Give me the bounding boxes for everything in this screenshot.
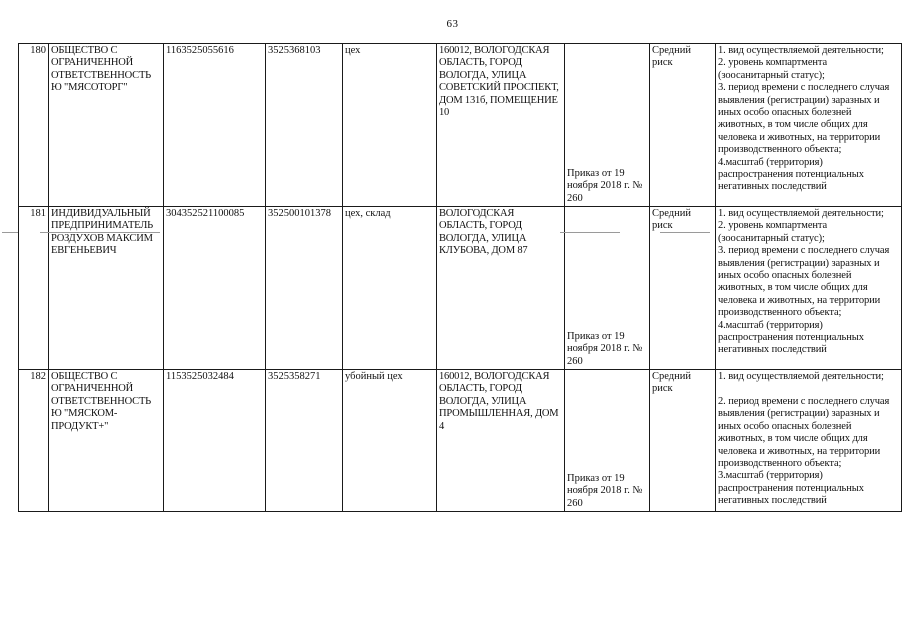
scan-artifact [660,232,710,233]
criteria-cell [716,44,902,207]
organization-name: ОБЩЕСТВО С ОГРАНИЧЕННОЙ ОТВЕТСТВЕННОСТЬ Ю "МЯСКОМ-ПРОДУКТ+" [49,370,164,512]
scan-artifact [40,232,160,233]
criteria-line: выявления (регистрации) заразных и [718,408,880,420]
order-cell [565,44,650,207]
order-text: Приказ от 19 ноября 2018 г. № 260 [567,330,643,367]
row-number: 180 [19,44,49,207]
inn-cell: 352500101378 [266,207,343,370]
criteria-line: производственного объекта; [718,457,842,469]
address-cell: 160012, ВОЛОГОДСКАЯ ОБЛАСТЬ, ГОРОД ВОЛОГДА, УЛИЦА ПРОМЫШЛЕННАЯ, ДОМ 4 [437,370,565,512]
criteria-line: 2. уровень компартмента [718,57,828,69]
object-type: цех [343,44,437,207]
criteria-line: выявления (регистрации) заразных и [718,94,880,106]
criteria-cell [716,370,902,512]
criteria-line: 3. период времени с последнего случая [718,82,890,94]
criteria-line: негативных последствий [718,495,827,507]
ogrn-cell: 304352521100085 [164,207,266,370]
object-type: цех, склад [343,207,437,370]
criteria-line: 3.масштаб (территория) [718,470,823,482]
table-row [19,207,902,370]
criteria-line: человека и животных, на территории [718,131,881,143]
object-type: убойный цех [343,370,437,512]
criteria-line: 2. период времени с последнего случая [718,395,890,407]
criteria-line: негативных последствий [718,181,827,193]
ogrn-cell: 1153525032484 [164,370,266,512]
criteria-line: 4.масштаб (территория) [718,156,823,168]
scan-artifact [2,232,18,233]
organization-name: ОБЩЕСТВО С ОГРАНИЧЕННОЙ ОТВЕТСТВЕННОСТЬ Ю "МЯСОТОРГ" [49,44,164,207]
criteria-line: 1. вид осуществляемой деятельности; [718,208,884,219]
criteria-line: (зоосанитарный статус); [718,69,825,81]
criteria-line: 4.масштаб (территория) [718,319,823,331]
order-text: Приказ от 19 ноября 2018 г. № 260 [567,167,643,204]
criteria-line: иных особо опасных болезней [718,420,852,432]
criteria-line: иных особо опасных болезней [718,270,852,282]
criteria-line: 1. вид осуществляемой деятельности; [718,371,884,382]
address-cell: 160012, ВОЛОГОДСКАЯ ОБЛАСТЬ, ГОРОД ВОЛОГДА, УЛИЦА СОВЕТСКИЙ ПРОСПЕКТ, ДОМ 131б, ПОМЕЩЕНИЕ 10 [437,44,565,207]
row-number: 182 [19,370,49,512]
criteria-line: негативных последствий [718,344,827,356]
criteria-line: распространения потенциальных [718,482,864,494]
table-row [19,44,902,207]
criteria-line: животных, в том числе общих для [718,119,868,131]
criteria-line: распространения потенциальных [718,332,864,344]
criteria-cell [716,207,902,370]
order-text: Приказ от 19 ноября 2018 г. № 260 [567,472,643,509]
risk-category: Средний риск [650,207,716,370]
risk-category: Средний риск [650,44,716,207]
criteria-line: распространения потенциальных [718,169,864,181]
criteria-line: 2. уровень компартмента [718,220,828,232]
address-cell: ВОЛОГОДСКАЯ ОБЛАСТЬ, ГОРОД ВОЛОГДА, УЛИЦА КЛУБОВА, ДОМ 87 [437,207,565,370]
criteria-line: (зоосанитарный статус); [718,232,825,244]
risk-category: Средний риск [650,370,716,512]
page-number: 63 [446,18,459,30]
criteria-line: производственного объекта; [718,144,842,156]
criteria-line: выявления (регистрации) заразных и [718,257,880,269]
criteria-line [718,383,899,396]
table-row [19,370,902,512]
ogrn-cell: 1163525055616 [164,44,266,207]
criteria-line: 3. период времени с последнего случая [718,245,890,257]
order-cell [565,207,650,370]
criteria-line: производственного объекта; [718,307,842,319]
inn-cell: 3525368103 [266,44,343,207]
order-cell [565,370,650,512]
inn-cell: 3525358271 [266,370,343,512]
criteria-line: 1. вид осуществляемой деятельности; [718,45,884,56]
criteria-line: животных, в том числе общих для [718,282,868,294]
scan-artifact [560,232,620,233]
criteria-line: животных, в том числе общих для [718,433,868,445]
criteria-line: иных особо опасных болезней [718,107,852,119]
row-number: 181 [19,207,49,370]
criteria-line: человека и животных, на территории [718,294,881,306]
organization-name: ИНДИВИДУАЛЬНЫЙ ПРЕДПРИНИМАТЕЛЬ РОЗДУХОВ МАКСИМ ЕВГЕНЬЕВИЧ [49,207,164,370]
criteria-line: человека и животных, на территории [718,445,881,457]
register-table [18,43,902,512]
